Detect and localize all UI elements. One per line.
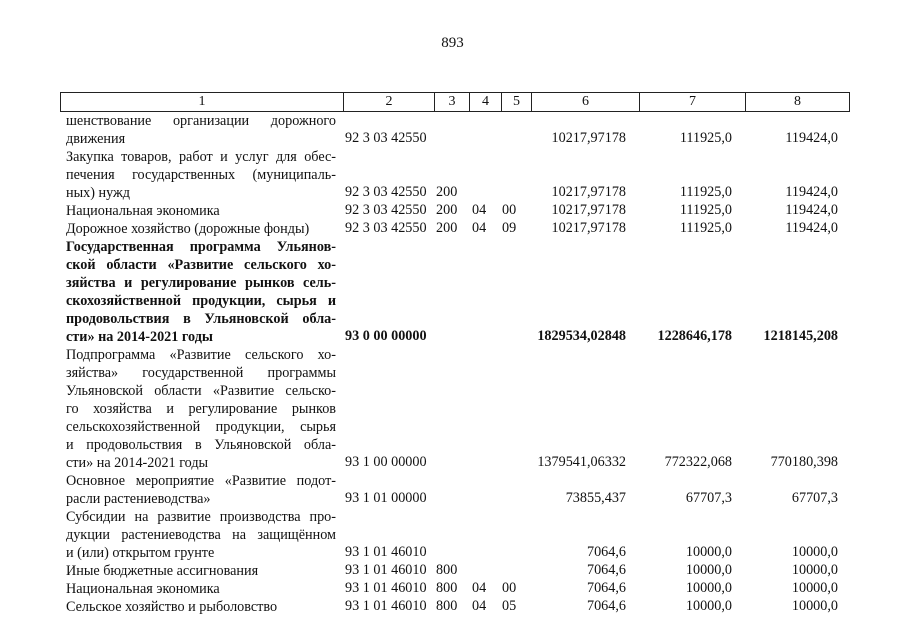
description-line: шенствование организации дорожного [66, 113, 336, 129]
row-value-2019: 7064,6 [586, 598, 626, 614]
header-col-3: 3 [435, 93, 470, 112]
row-code: 92 3 03 42550 [345, 202, 427, 218]
row-code: 93 1 00 00000 [345, 454, 427, 470]
row-value-2021: 119424,0 [785, 220, 838, 236]
row-description [66, 580, 336, 598]
description-line: сельскохозяйственной продукции, сырья [66, 419, 336, 435]
table-row [0, 346, 905, 472]
description-line: Подпрограмма «Развитие сельского хо- [66, 347, 336, 363]
row-col3: 800 [436, 562, 458, 578]
table-row [0, 562, 905, 580]
row-value-2020: 111925,0 [679, 130, 732, 146]
row-col5: 00 [502, 580, 517, 596]
description-line: Закупка товаров, работ и услуг для обес- [66, 149, 336, 165]
row-value-2021: 770180,398 [770, 454, 838, 470]
row-description [66, 202, 336, 220]
row-value-2019: 7064,6 [586, 562, 626, 578]
description-line: ных) нужд [66, 185, 131, 201]
row-col3: 200 [436, 184, 458, 200]
row-value-2020: 10000,0 [685, 544, 732, 560]
header-col-7: 7 [640, 93, 746, 112]
description-line: скохозяйственной продукции, сырья и [66, 293, 336, 309]
description-line: движения [66, 131, 126, 147]
row-value-2020: 1228646,178 [657, 328, 732, 344]
row-code: 93 0 00 00000 [345, 328, 427, 344]
table-row [0, 472, 905, 508]
table-row [0, 238, 905, 346]
row-value-2019: 7064,6 [586, 544, 626, 560]
header-col-5: 5 [502, 93, 532, 112]
row-value-2019: 73855,437 [565, 490, 626, 506]
row-value-2019: 10217,97178 [551, 184, 626, 200]
row-value-2021: 10000,0 [791, 544, 838, 560]
description-line: сти» на 2014-2021 годы [66, 455, 209, 471]
row-value-2020: 772322,068 [664, 454, 732, 470]
description-line: зяйства» государственной программы [66, 365, 336, 381]
row-value-2020: 10000,0 [685, 580, 732, 596]
row-value-2019: 10217,97178 [551, 220, 626, 236]
description-line: продовольствия в Ульяновской обла- [66, 311, 336, 327]
row-col5: 05 [502, 598, 517, 614]
description-line: расли растениеводства» [66, 491, 211, 507]
table-row [0, 508, 905, 562]
row-col3: 200 [436, 202, 458, 218]
description-line: Дорожное хозяйство (дорожные фонды) [66, 221, 310, 237]
row-value-2021: 119424,0 [785, 130, 838, 146]
header-col-6: 6 [532, 93, 640, 112]
row-description [66, 112, 336, 148]
row-value-2019: 7064,6 [586, 580, 626, 596]
row-col3: 800 [436, 598, 458, 614]
row-code: 93 1 01 46010 [345, 562, 427, 578]
row-col3: 800 [436, 580, 458, 596]
row-code: 93 1 01 46010 [345, 598, 427, 614]
table-row [0, 580, 905, 598]
description-line: и продовольствия в Ульяновской обла- [66, 437, 336, 453]
description-line: и (или) открытом грунте [66, 545, 215, 561]
row-value-2021: 10000,0 [791, 598, 838, 614]
row-description [66, 508, 336, 562]
table-body [0, 112, 905, 616]
row-code: 92 3 03 42550 [345, 220, 427, 236]
table-header [60, 92, 850, 112]
description-line: дукции растениеводства на защищённом [66, 527, 336, 543]
row-value-2020: 111925,0 [679, 202, 732, 218]
row-code: 92 3 03 42550 [345, 130, 427, 146]
row-description [66, 220, 336, 238]
description-line: Основное мероприятие «Развитие подот- [66, 473, 336, 489]
row-value-2020: 111925,0 [679, 220, 732, 236]
row-value-2019: 10217,97178 [551, 130, 626, 146]
row-description [66, 562, 336, 580]
description-line: Ульяновской области «Развитие сельско- [66, 383, 336, 399]
header-col-4: 4 [470, 93, 502, 112]
row-description [66, 238, 336, 346]
row-value-2020: 10000,0 [685, 562, 732, 578]
row-description [66, 148, 336, 202]
table-row [0, 598, 905, 616]
row-col4: 04 [472, 220, 487, 236]
description-line: Государственная программа Ульянов- [66, 239, 336, 255]
description-line: Субсидии на развитие производства про- [66, 509, 336, 525]
page-number: 893 [441, 35, 464, 51]
row-description [66, 346, 336, 472]
row-code: 93 1 01 00000 [345, 490, 427, 506]
row-value-2020: 67707,3 [685, 490, 732, 506]
table-row [0, 112, 905, 148]
row-value-2020: 111925,0 [679, 184, 732, 200]
description-line: зяйства и регулирование рынков сель- [66, 275, 336, 291]
header-col-1: 1 [61, 93, 344, 112]
row-code: 92 3 03 42550 [345, 184, 427, 200]
row-col5: 09 [502, 220, 517, 236]
row-value-2021: 1218145,208 [763, 328, 838, 344]
row-col5: 00 [502, 202, 517, 218]
row-value-2019: 10217,97178 [551, 202, 626, 218]
row-code: 93 1 01 46010 [345, 544, 427, 560]
row-description [66, 472, 336, 508]
description-line: ской области «Развитие сельского хо- [66, 257, 336, 273]
table-row [0, 202, 905, 220]
header-col-2: 2 [344, 93, 435, 112]
row-value-2021: 10000,0 [791, 562, 838, 578]
header-col-8: 8 [746, 93, 850, 112]
table-row [0, 220, 905, 238]
row-code: 93 1 01 46010 [345, 580, 427, 596]
description-line: Национальная экономика [66, 581, 220, 597]
row-value-2021: 10000,0 [791, 580, 838, 596]
row-col4: 04 [472, 580, 487, 596]
description-line: Национальная экономика [66, 203, 220, 219]
row-col4: 04 [472, 202, 487, 218]
description-line: го хозяйства и регулирование рынков [66, 401, 336, 417]
row-value-2019: 1379541,06332 [537, 454, 626, 470]
description-line: Иные бюджетные ассигнования [66, 563, 259, 579]
row-value-2021: 119424,0 [785, 184, 838, 200]
table-row [0, 148, 905, 202]
row-value-2021: 119424,0 [785, 202, 838, 218]
description-line: сти» на 2014-2021 годы [66, 329, 213, 345]
row-col4: 04 [472, 598, 487, 614]
description-line: печения государственных (муниципаль- [66, 167, 336, 183]
row-value-2020: 10000,0 [685, 598, 732, 614]
row-col3: 200 [436, 220, 458, 236]
row-value-2019: 1829534,02848 [537, 328, 626, 344]
row-description [66, 598, 336, 616]
row-value-2021: 67707,3 [791, 490, 838, 506]
description-line: Сельское хозяйство и рыболовство [66, 599, 278, 615]
